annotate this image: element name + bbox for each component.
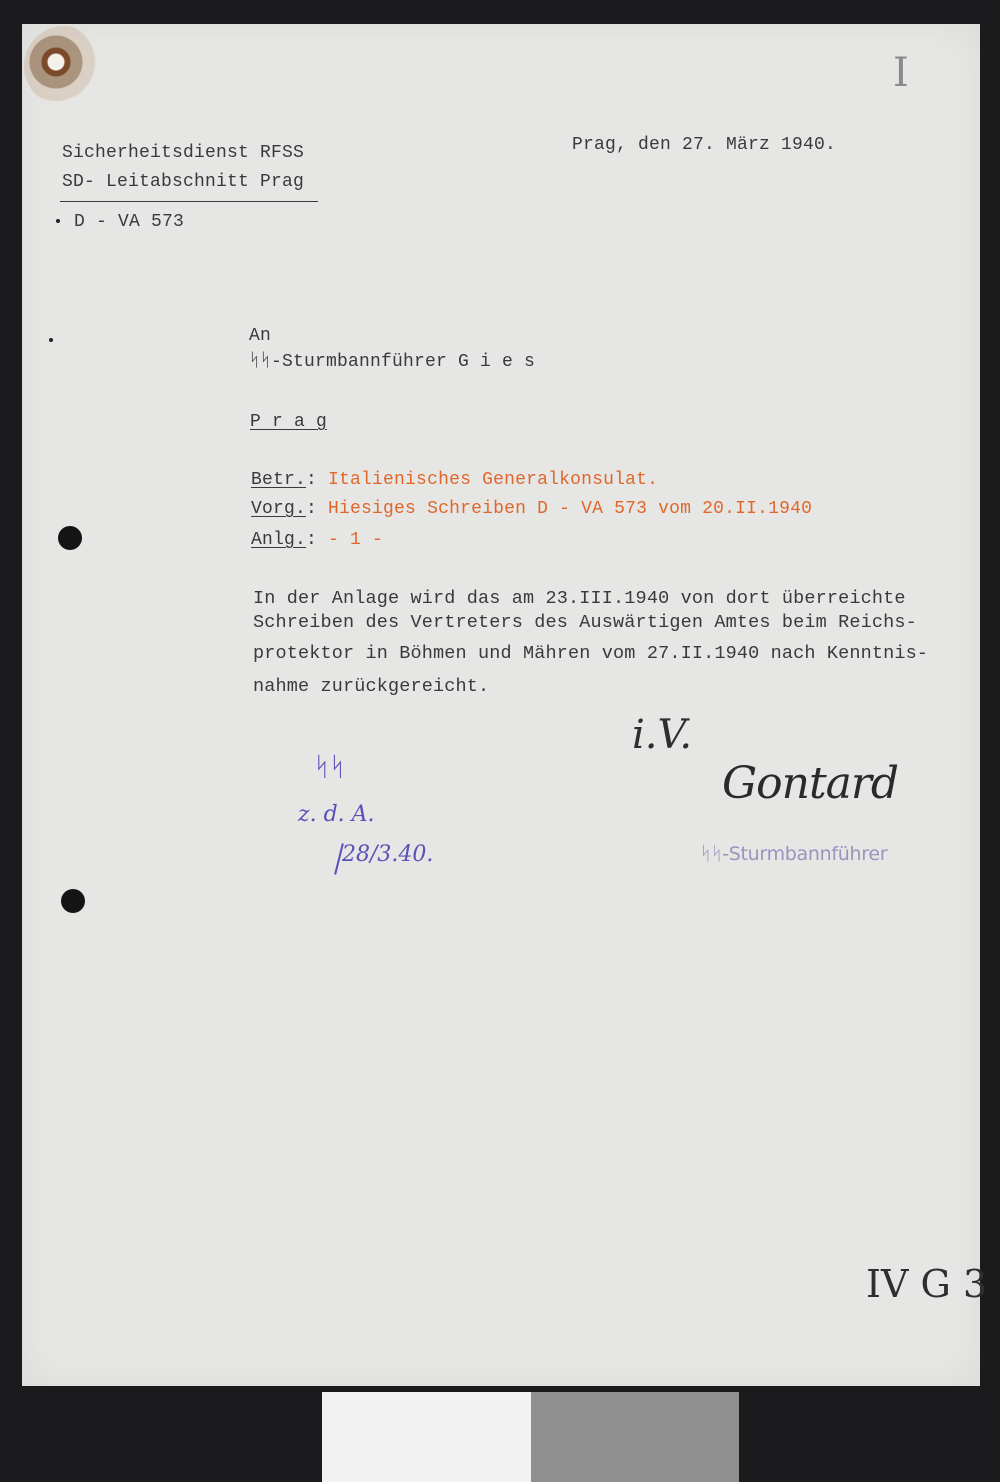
paper-speck <box>49 338 53 342</box>
colon: : <box>306 470 318 490</box>
recipient-to: An <box>249 326 272 346</box>
recipient-city: P r a g <box>250 412 328 432</box>
reference-number: D - VA 573 <box>74 212 185 232</box>
calibration-strip-white <box>322 1392 531 1482</box>
betr-value: Italienisches Generalkonsulat. <box>328 470 659 490</box>
org-line-1: Sicherheitsdienst RFSS <box>62 143 305 163</box>
blue-date-note: 28/3.40. <box>342 842 434 867</box>
iv-handwritten: i.V. <box>632 712 693 758</box>
header-rule <box>60 201 318 202</box>
betr-row <box>251 470 658 490</box>
vorg-label: Vorg. <box>251 499 307 519</box>
org-line-2: SD- Leitabschnitt Prag <box>62 172 305 192</box>
vorg-value: Hiesiges Schreiben D - VA 573 vom 20.II.1940 <box>328 499 813 519</box>
vorg-row <box>251 499 812 519</box>
body-line-4: nahme zurückgereicht. <box>253 676 490 697</box>
paper-speck <box>56 219 60 223</box>
body-line-3: protektor in Böhmen und Mähren vom 27.II.1940 nach Kenntnis- <box>253 643 929 664</box>
anlg-label: Anlg. <box>251 530 307 550</box>
blue-zda-note: z. d. A. <box>298 802 375 827</box>
colon: : <box>306 499 318 519</box>
calibration-strip-gray <box>531 1392 739 1482</box>
corner-mark: I <box>893 50 909 96</box>
place-date: Prag, den 27. März 1940. <box>572 135 837 155</box>
archive-mark: IV G 3 <box>866 1262 988 1306</box>
body-line-1: In der Anlage wird das am 23.III.1940 von dort überreichte <box>253 588 906 609</box>
anlg-value: - 1 - <box>328 530 384 550</box>
anlg-row <box>251 530 383 550</box>
betr-label: Betr. <box>251 470 307 490</box>
rank-stamp: ᛋᛋ-Sturmbannführer <box>700 843 888 865</box>
recipient-name: ᛋᛋ-Sturmbannführer G i e s <box>249 352 536 372</box>
burn-stain <box>24 26 104 106</box>
colon: : <box>306 530 318 550</box>
blue-ss-mark: ᛋᛋ <box>314 752 346 782</box>
punch-hole <box>58 526 82 550</box>
body-line-2: Schreiben des Vertreters des Auswärtigen Amtes beim Reichs- <box>253 612 917 633</box>
punch-hole <box>61 889 85 913</box>
signature: Gontard <box>722 758 899 809</box>
